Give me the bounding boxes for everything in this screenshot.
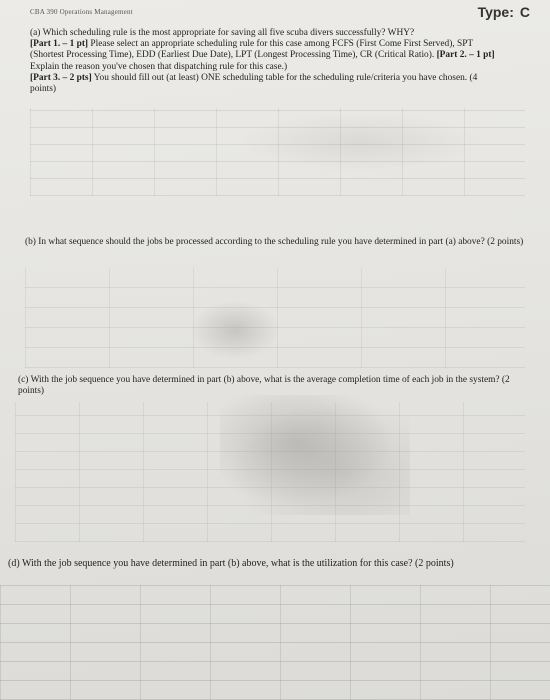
question-d-text: (d) With the job sequence you have determined in part (b) above, what is the utilization for this case? (2 points) — [8, 558, 454, 569]
question-c-text: (c) With the job sequence you have determined in part (b) above, what is the average completion time of each job in the system? (2 points) — [18, 375, 510, 397]
question-a-part3-text: You should fill out (at least) ONE scheduling table for the scheduling rule/criteria you have chosen. (4 points) — [30, 72, 478, 95]
exam-type — [472, 4, 530, 20]
course-title: CBA 390 Operations Management — [30, 8, 133, 16]
question-b — [25, 237, 525, 248]
question-a — [30, 28, 500, 95]
faint-table-lines — [0, 585, 550, 700]
faint-table-lines — [15, 402, 525, 542]
faint-table-lines — [30, 108, 525, 196]
question-a-part1-label: [Part 1. – 1 pt] — [30, 39, 89, 50]
question-d — [8, 558, 528, 570]
question-a-part1-text: Please select an appropriate scheduling rule for this case among FCFS (First Come First Served), SPT (Shortest Processing Time), EDD (Earliest Due Date), LPT (Longest Processing Time), CR (Critical Ratio). — [30, 39, 473, 61]
question-a-part2-label: [Part 2. – 1 pt] — [434, 50, 495, 61]
question-a-part3-label: [Part 3. – 2 pts] — [30, 72, 92, 83]
page-header — [30, 6, 530, 26]
faint-table-lines — [25, 268, 525, 368]
show-through-shading — [240, 112, 480, 172]
show-through-shading — [190, 300, 280, 360]
question-a-part2-text: Explain the reason you've chosen that dispatching rule for this case.) — [30, 61, 288, 72]
show-through-shading — [220, 395, 410, 515]
question-b-text: (b) In what sequence should the jobs be processed according to the scheduling rule you have determined in part (a) above? (2 points) — [25, 237, 524, 247]
type-value: C — [519, 4, 530, 20]
type-label: Type: — [477, 4, 514, 20]
question-a-text — [30, 28, 500, 95]
question-a-intro: (a) Which scheduling rule is the most appropriate for saving all five scuba divers successfully? WHY? — [30, 28, 415, 38]
question-c — [18, 375, 523, 397]
